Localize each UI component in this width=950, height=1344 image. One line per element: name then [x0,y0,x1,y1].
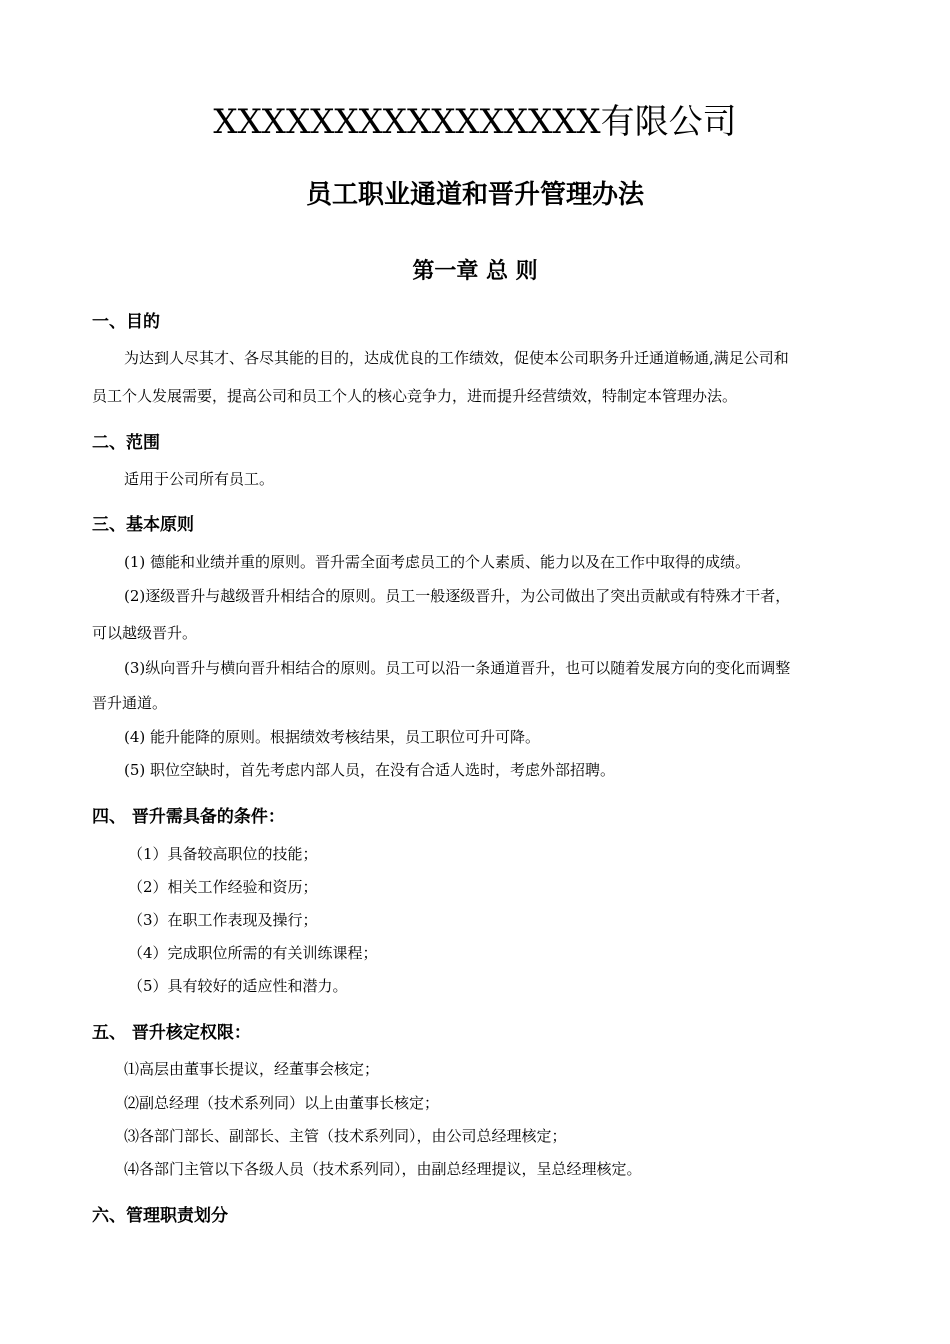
document-title: 员工职业通道和晋升管理办法 [305,180,644,210]
principle-item-continued: 可以越级晋升。 [92,624,198,642]
paragraph-line: 为达到人尽其才、各尽其能的目的，达成优良的工作绩效，促使本公司职务升迁通道畅通,满足公司和 [124,349,789,367]
principle-item: (4) 能升能降的原则。根据绩效考核结果，员工职位可升可降。 [124,728,541,746]
authority-item: ⑶各部门部长、副部长、主管（技术系列同），由公司总经理核定； [124,1127,567,1145]
condition-item: （4）完成职位所需的有关训练课程； [128,944,378,962]
principle-item: (5) 职位空缺时，首先考虑内部人员，在没有合适人选时，考虑外部招聘。 [124,761,616,779]
section-heading-authority: 五、 晋升核定权限： [92,1023,251,1043]
section-heading-purpose: 一、目的 [92,312,160,332]
paragraph-line: 员工个人发展需要，提高公司和员工个人的核心竞争力，进而提升经营绩效，特制定本管理办法。 [92,387,738,405]
principle-item: (2)逐级晋升与越级晋升相结合的原则。员工一般逐级晋升，为公司做出了突出贡献或有特殊才干者， [124,587,791,605]
chapter-title: 第一章 总 则 [412,259,538,284]
condition-item: （2）相关工作经验和资历； [128,878,318,896]
condition-item: （1）具备较高职位的技能； [128,845,318,863]
section-heading-principles: 三、基本原则 [92,515,194,535]
principle-item: (1) 德能和业绩并重的原则。晋升需全面考虑员工的个人素质、能力以及在工作中取得的成绩。 [124,553,751,571]
paragraph-line: 适用于公司所有员工。 [124,470,275,488]
section-heading-conditions: 四、 晋升需具备的条件： [92,807,285,827]
principle-item: (3)纵向晋升与横向晋升相结合的原则。员工可以沿一条通道晋升，也可以随着发展方向的变化而调整 [124,659,791,677]
section-heading-responsibilities: 六、管理职责划分 [92,1206,228,1226]
company-title: XXXXXXXXXXXXXXXX有限公司 [213,102,737,142]
section-heading-scope: 二、范围 [92,433,160,453]
principle-item-continued: 晋升通道。 [92,694,168,712]
authority-item: ⑵副总经理（技术系列同）以上由董事长核定； [124,1094,440,1112]
condition-item: （5）具有较好的适应性和潜力。 [128,977,348,995]
authority-item: ⑴高层由董事长提议，经董事会核定； [124,1060,380,1078]
authority-item: ⑷各部门主管以下各级人员（技术系列同），由副总经理提议，呈总经理核定。 [124,1160,642,1178]
condition-item: （3）在职工作表现及操行； [128,911,318,929]
